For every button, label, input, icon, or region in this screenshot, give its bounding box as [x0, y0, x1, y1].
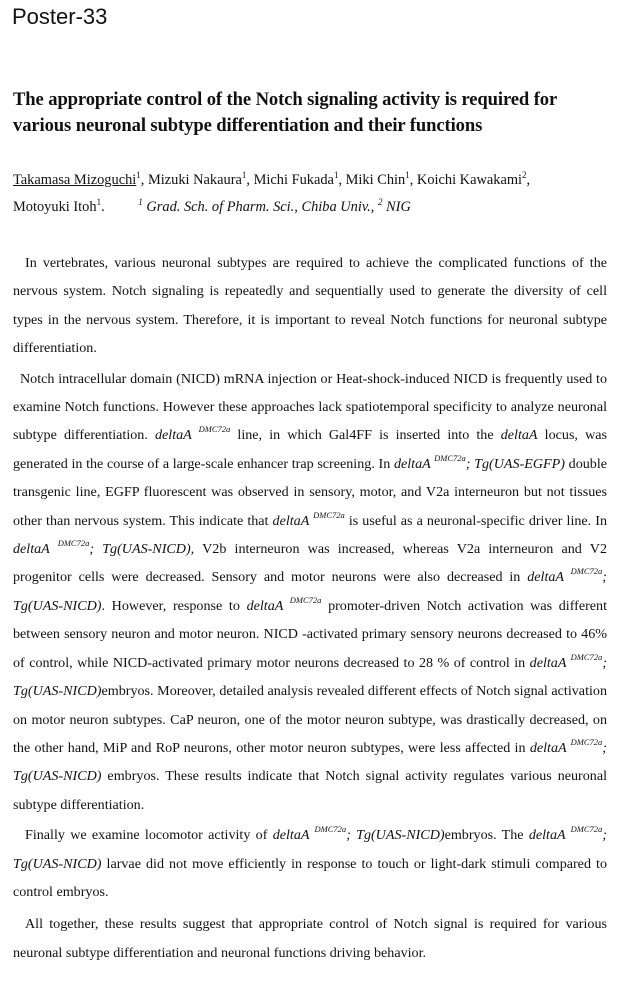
- author-name: Michi Fukada: [253, 172, 334, 188]
- gene-name-italic: ; Tg(UAS-NICD): [346, 827, 445, 844]
- abstract-title: [13, 87, 613, 139]
- author-name: Motoyuki Itoh: [13, 199, 97, 215]
- paragraph-text: line, in which Gal4FF is inserted into the: [230, 427, 501, 444]
- author-name: Mizuki Nakaura: [147, 172, 242, 188]
- affiliation-marker: 1: [136, 170, 141, 180]
- paragraph-text: embryos. The: [444, 827, 529, 844]
- paragraph-text: In vertebrates, various neuronal subtypes are required to achieve the complicated functions of the nervous system. Notch signaling is repeatedly and sequentially used to generate the diversity of cell types in the nervous system. Therefore, it is important to reveal Notch functions for neuronal subtype differentiation.: [13, 255, 607, 357]
- paragraph-text: is useful as a neuronal-specific driver line. In: [344, 512, 607, 529]
- affiliation-marker: 2: [522, 170, 527, 180]
- allele-superscript: DMC72a: [289, 594, 322, 605]
- affiliation-marker: 1: [333, 170, 339, 180]
- gene-name-italic: deltaA: [154, 427, 199, 444]
- abstract-paragraph: [13, 821, 607, 906]
- abstract-paragraph: [13, 249, 607, 363]
- affiliation-marker: 1: [241, 170, 247, 180]
- allele-superscript: DMC72a: [434, 452, 466, 463]
- paragraph-text: locus, was generated in the course of a large-scale enhancer trap screening. In: [13, 427, 607, 472]
- title-line-1: The appropriate control of the Notch signaling activity is required for: [13, 89, 558, 110]
- paragraph-text: Notch intracellular domain (NICD) mRNA injection or Heat-shock-induced NICD is frequently used to examine Notch functions. However these approaches lack spatiotemporal specificity to analyze neuronal subtype differentiation.: [13, 370, 607, 444]
- allele-superscript: DMC72a: [570, 566, 603, 577]
- allele-superscript: DMC72a: [570, 651, 603, 662]
- gene-name-italic: deltaA: [529, 654, 571, 671]
- affiliation-number: 2: [377, 197, 383, 207]
- gene-name-italic: ; Tg(UAS-EGFP): [465, 455, 565, 472]
- author-name-presenter: Takamasa Mizoguchi: [13, 172, 137, 188]
- gene-name-italic: deltaA: [528, 827, 571, 844]
- author-name: Miki Chin: [345, 172, 406, 188]
- gene-name-italic: ; Tg(UAS-NICD): [13, 827, 607, 872]
- allele-superscript: DMC72a: [198, 424, 231, 435]
- gene-name-italic: deltaA: [500, 427, 538, 444]
- paragraph-text: V2b interneuron was increased, whereas V2a interneuron and V2 progenitor cells were decreased. Sensory and motor neurons were also decreased in: [13, 541, 607, 586]
- affiliation-marker: 1: [96, 197, 102, 207]
- gene-name-italic: ; Tg(UAS-NICD): [13, 739, 607, 785]
- affiliation-text: NIG: [382, 199, 411, 215]
- author-name: Koichi Kawakami: [416, 172, 523, 188]
- paragraph-text: Finally we examine locomotor activity of: [25, 827, 273, 844]
- author-names: Takamasa Mizoguchi$^1$, Mizuki Nakaura$^1$, Michi Fukada$^1$, Miki Chin$^1$, Koichi Kawakami$^2$, Motoyuki Itoh$^1$.: [13, 170, 531, 215]
- affiliation-list: [138, 199, 411, 215]
- gene-name-italic: deltaA: [13, 541, 58, 558]
- paragraph-text: promoter-driven Notch activation was different between sensory neuron and motor neuron. NICD -activated primary sensory neurons decreased to 46% of control, while NICD-activated primary motor neurons decreased to 28 % of control in: [13, 597, 607, 671]
- gene-name-italic: deltaA: [527, 569, 571, 586]
- allele-superscript: DMC72a: [570, 736, 603, 747]
- poster-number-label: Poster-33: [12, 4, 108, 29]
- abstract-paragraph: [13, 365, 607, 820]
- affiliation-text: Grad. Sch. of Pharm. Sci., Chiba Univ.,: [142, 199, 378, 215]
- allele-superscript: DMC72a: [57, 538, 90, 549]
- allele-superscript: DMC72a: [313, 509, 345, 520]
- abstract-body: [13, 249, 607, 967]
- gene-name-italic: ; Tg(UAS-NICD): [13, 569, 607, 614]
- abstract-paragraph: [13, 910, 607, 967]
- gene-name-italic: deltaA: [529, 739, 571, 756]
- affiliation-marker: 1: [405, 170, 410, 180]
- paragraph-text: double transgenic line, EGFP fluorescent was observed in sensory, motor, and V2a interneuron but not tissues other than nervous system. This indicate that: [13, 455, 607, 529]
- gene-name-italic: ; Tg(UAS-NICD): [13, 654, 608, 700]
- affiliation-number: 1: [138, 197, 143, 207]
- title-line-2: various neuronal subtype differentiation and their functions: [13, 115, 483, 136]
- paragraph-text: embryos. Moreover, detailed analysis revealed different effects of Notch signal activation on motor neuron subtypes. CaP neuron, one of the motor neuron subtype, was drastically decreased, on the other hand, MiP and RoP neurons, other motor neuron subtypes, were less affected in: [13, 683, 607, 756]
- gene-name-italic: ; Tg(UAS-NICD),: [89, 541, 195, 558]
- gene-name-italic: deltaA: [272, 827, 315, 844]
- paragraph-text: embryos. These results indicate that Notch signal activity regulates various neuronal subtype differentiation.: [13, 768, 607, 813]
- paragraph-text: larvae did not move efficiently in response to touch or light-dark stimuli compared to control embryos.: [13, 855, 607, 900]
- paragraph-text: All together, these results suggest that appropriate control of Notch signal is required for various neuronal subtype differentiation and neuronal functions driving behavior.: [13, 916, 607, 961]
- author-list: [13, 167, 613, 221]
- gene-name-italic: deltaA: [393, 455, 435, 472]
- allele-superscript: DMC72a: [570, 824, 603, 835]
- gene-name-italic: deltaA: [246, 597, 290, 614]
- paragraph-text: . However, response to: [101, 597, 247, 614]
- gene-name-italic: deltaA: [272, 512, 314, 529]
- allele-superscript: DMC72a: [314, 824, 347, 835]
